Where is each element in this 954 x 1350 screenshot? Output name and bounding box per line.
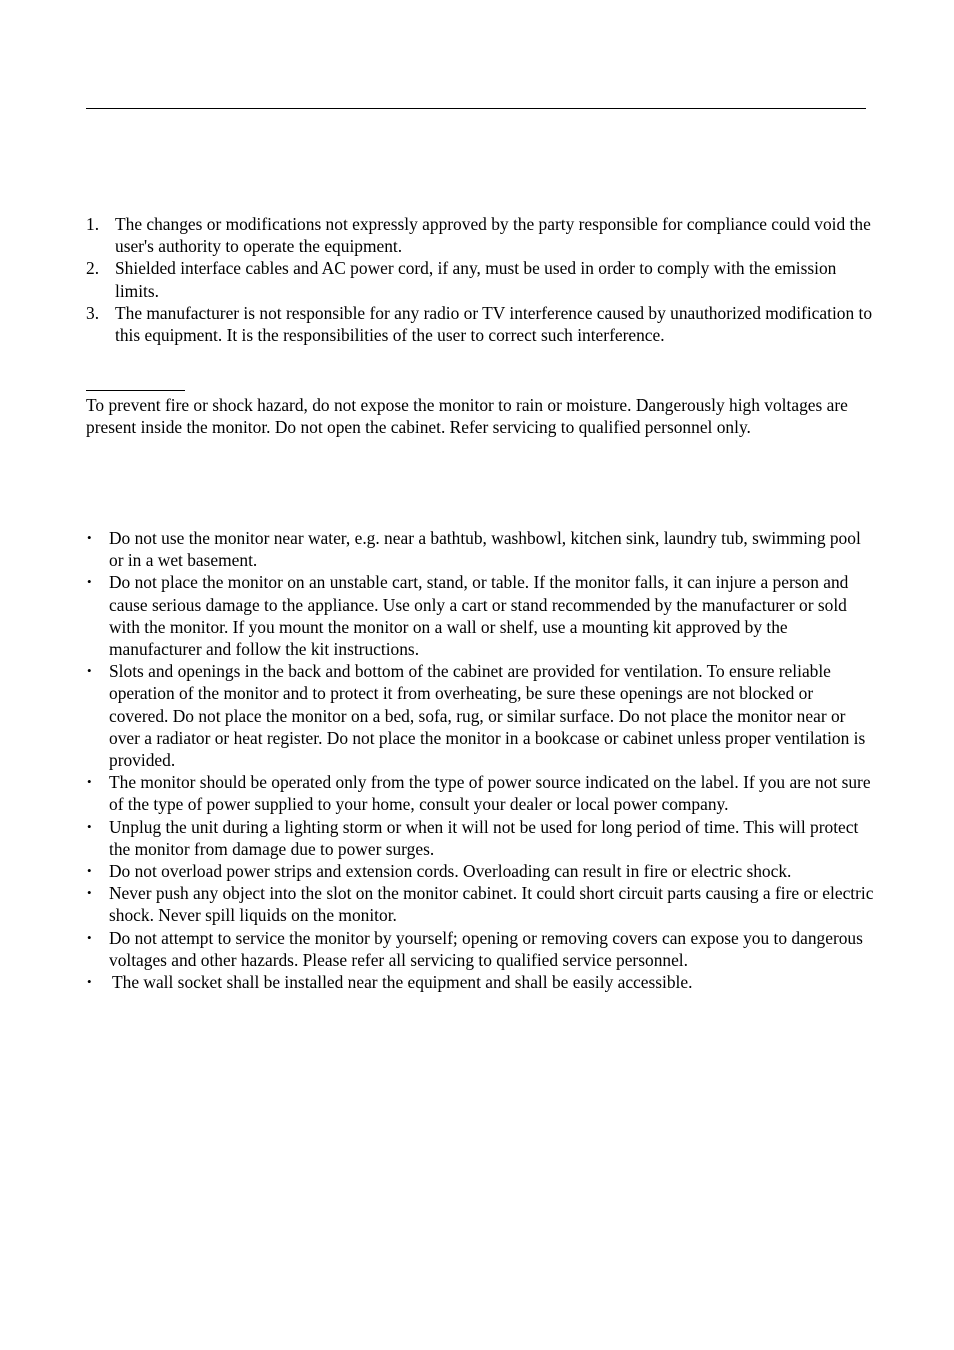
item-text: Do not use the monitor near water, e.g. near a bathtub, washbowl, kitchen sink, laundry tub, swimming pool or in a wet basement. xyxy=(109,528,861,571)
bullet-icon: • xyxy=(87,929,92,945)
list-item xyxy=(86,257,876,301)
list-item xyxy=(86,971,876,993)
bullet-icon: • xyxy=(87,885,92,901)
bullet-icon: • xyxy=(87,574,92,590)
compliance-notes-list xyxy=(86,213,876,346)
precautions-list xyxy=(86,527,876,993)
list-item xyxy=(86,213,876,257)
bullet-icon: • xyxy=(87,818,92,834)
bullet-icon: • xyxy=(87,863,92,879)
item-number: 2. xyxy=(86,258,100,279)
item-number: 1. xyxy=(86,214,100,234)
list-item xyxy=(86,660,876,771)
item-text: Never push any object into the slot on the monitor cabinet. It could short circuit parts causing a fire or electric shock. Never spill liquids on the monitor. xyxy=(109,883,874,926)
warning-heading-rule xyxy=(86,390,185,391)
item-text: The changes or modifications not expressly approved by the party responsible for compliance could void the user's authority to operate the equipment. xyxy=(115,214,871,257)
item-text: Unplug the unit during a lighting storm or when it will not be used for long period of time. This will protect the monitor from damage due to power surges. xyxy=(109,816,859,859)
bullet-icon: • xyxy=(87,974,92,990)
list-item xyxy=(86,927,876,971)
warning-paragraph: To prevent fire or shock hazard, do not expose the monitor to rain or moisture. Dangerously high voltages are present inside the monitor. Do not open the cabinet. Refer servicing to qualified personnel only. xyxy=(86,395,848,438)
item-text: The monitor should be operated only from the type of power source indicated on the label. If you are not sure of the type of power supplied to your home, consult your dealer or local power company. xyxy=(109,772,871,815)
item-text: Slots and openings in the back and bottom of the cabinet are provided for ventilation. To ensure reliable operation of the monitor and to protect it from overheating, be sure these openings are not blocked or covered. Do not place the monitor on a bed, sofa, rug, or similar surface. Do not place the monitor near or over a radiator or heat register. Do not place the monitor in a bookcase or cabinet unless proper ventilation is provided. xyxy=(109,661,866,771)
item-text: Do not place the monitor on an unstable cart, stand, or table. If the monitor falls, it can injure a person and cause serious damage to the appliance. Use only a cart or stand recommended by the manufacturer or sold with the monitor. If you mount the monitor on a wall or shelf, use a mounting kit approved by the manufacturer and follow the kit instructions. xyxy=(109,572,849,660)
item-text: The manufacturer is not responsible for any radio or TV interference caused by unauthorized modification to this equipment. It is the responsibilities of the user to correct such interference. xyxy=(115,302,873,346)
item-text: Do not overload power strips and extension cords. Overloading can result in fire or electric shock. xyxy=(109,861,792,882)
item-number: 3. xyxy=(86,302,100,323)
item-text: The wall socket shall be installed near the equipment and shall be easily accessible. xyxy=(112,972,693,993)
list-item xyxy=(86,571,876,660)
list-item xyxy=(86,527,876,571)
bullet-icon: • xyxy=(87,663,92,679)
list-item xyxy=(86,771,876,815)
bullet-icon: • xyxy=(87,774,92,790)
item-text: Do not attempt to service the monitor by yourself; opening or removing covers can expose you to dangerous voltages and other hazards. Please refer all servicing to qualified service personnel. xyxy=(109,927,863,970)
list-item xyxy=(86,860,876,882)
bullet-icon: • xyxy=(87,530,92,545)
list-item xyxy=(86,302,876,346)
header-rule xyxy=(86,108,866,109)
list-item xyxy=(86,882,876,926)
item-text: Shielded interface cables and AC power cord, if any, must be used in order to comply with the emission limits. xyxy=(115,258,837,301)
list-item xyxy=(86,816,876,860)
